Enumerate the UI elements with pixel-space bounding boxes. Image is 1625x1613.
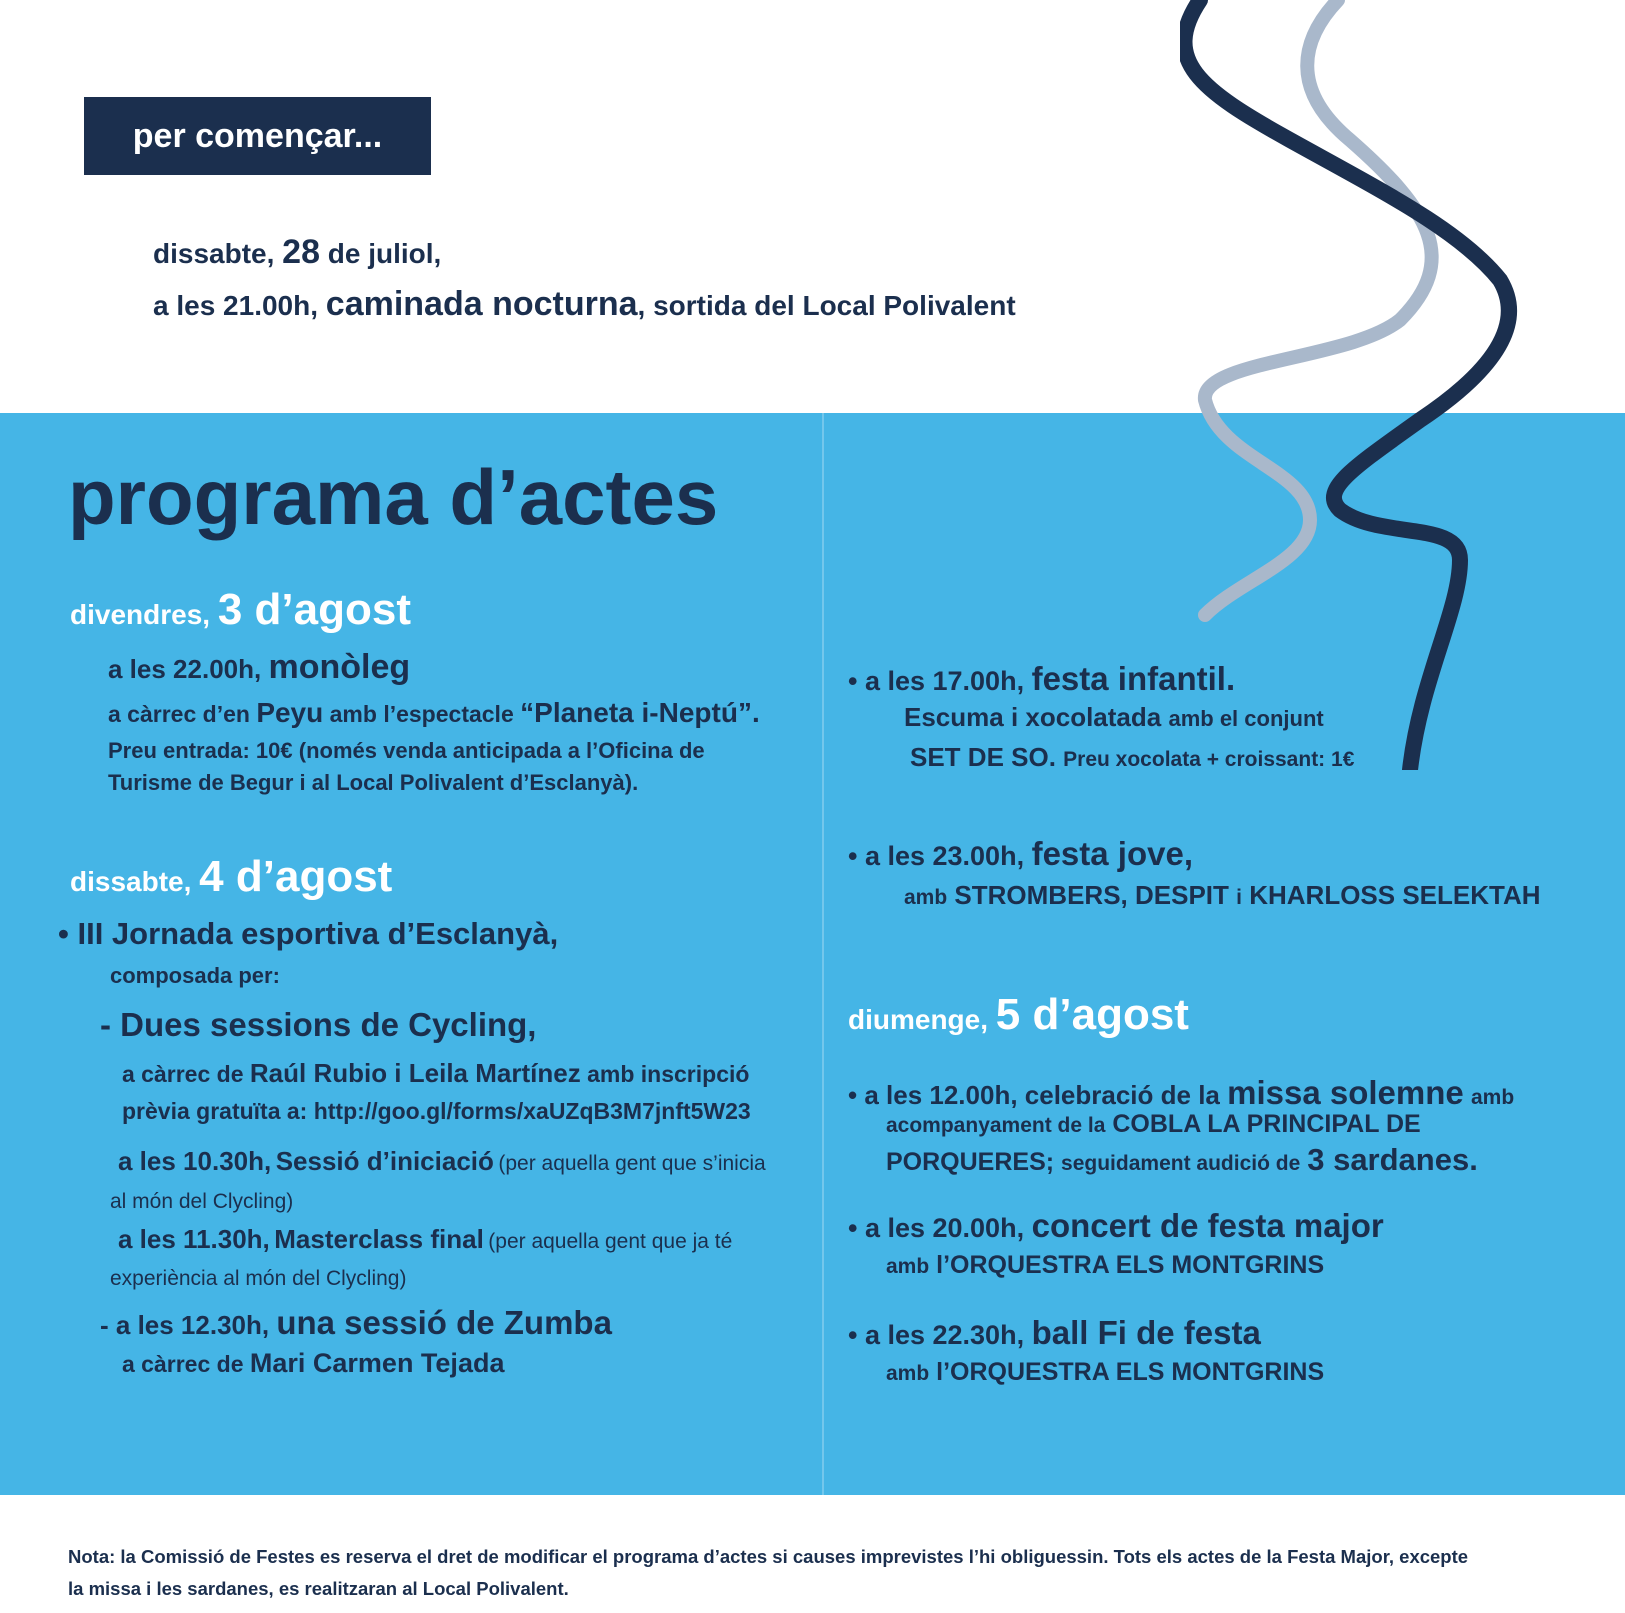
session2-event: Masterclass final [274,1224,484,1254]
zumba-line [100,1304,612,1342]
jornada-composed: composada per: [110,963,280,988]
session1-time: a les 10.30h, [118,1146,272,1176]
jove-time: • a les 23.00h, [848,841,1025,871]
friday-date: 3 d’agost [217,585,411,634]
missa-porqueres: PORQUERES; [886,1148,1055,1176]
cycling-title: - Dues sessions de Cycling, [100,1006,537,1043]
jornada-line [58,916,558,952]
jove-artists-1: STROMBERS, DESPIT [954,880,1229,910]
intro-day-num: 28 [282,233,320,271]
session1-note-2: al món del Clycling) [110,1190,294,1213]
ribbon-decoration [1180,0,1580,770]
ribbon-dark [1184,0,1508,770]
cycling-inscription: amb inscripció [587,1061,750,1087]
sunday-day: diumenge, [848,1004,989,1035]
intro-event: caminada nocturna [325,285,638,323]
session1-event: Sessió d’iniciació [275,1146,494,1176]
intro-location: , sortida del Local Polivalent [637,290,1016,321]
friday-artist: Peyu [256,697,324,728]
missa-line [848,1074,1514,1112]
infantil-band: SET DE SO. [910,742,1056,772]
infantil-detail-line [904,702,1324,733]
missa-event: missa solemne [1227,1074,1464,1111]
zumba-by: a càrrec de [122,1351,244,1377]
infantil-price: Preu xocolata + croissant: 1€ [1063,748,1355,771]
ball-event: ball Fi de festa [1031,1314,1261,1351]
friday-by: a càrrec d’en [108,701,250,727]
sunday-heading [848,990,1189,1040]
intro-date-line [153,233,441,272]
zumba-event: una sessió de Zumba [276,1304,612,1341]
jove-artists-2: KHARLOSS SELEKTAH [1249,880,1541,910]
program-title: programa d’actes [68,453,719,541]
section-tag: per començar... [84,97,431,175]
intro-time: a les 21.00h, [153,290,319,321]
cycling-by: a càrrec de [122,1061,244,1087]
infantil-detail-b: amb el conjunt [1168,706,1324,731]
jove-event: festa jove, [1031,835,1194,872]
intro-event-line [153,285,1016,324]
intro-month: de juliol, [327,238,442,269]
saturday-date: 4 d’agost [199,852,393,901]
session2-line [118,1224,732,1255]
sunday-date: 5 d’agost [995,990,1189,1039]
concert-line [848,1207,1384,1245]
ball-with: amb [886,1362,930,1385]
intro-day: dissabte, [153,238,275,269]
missa-sardanes-line [886,1142,1478,1178]
concert-time: • a les 20.00h, [848,1213,1025,1243]
missa-a: celebració de la [1024,1080,1220,1110]
friday-time: a les 22.00h, [108,654,262,684]
concert-detail-line [886,1251,1324,1280]
missa-audicio: seguidament audició de [1061,1152,1301,1175]
missa-detail-line [886,1110,1421,1139]
jornada-bullet: • [58,916,69,951]
footer-note-line-1: Nota: la Comissió de Festes es reserva el dret de modificar el programa d’actes si causes imprevistes l’hi obliguessin. Tots els actes de la Festa Major, excepte [68,1546,1469,1567]
session2-note: (per aquella gent que ja té [488,1230,733,1253]
friday-monolog-line [108,648,410,687]
infantil-time: • a les 17.00h, [848,666,1025,696]
infantil-event: festa infantil. [1031,660,1236,697]
friday-price-line-2: Turisme de Begur i al Local Polivalent d’Esclanyà). [108,770,639,795]
friday-with: amb l’espectacle [329,701,514,727]
friday-price-line: Preu entrada: 10€ (només venda anticipada a l’Oficina de [108,738,705,763]
friday-day: divendres, [70,599,211,630]
missa-accompaniment: acompanyament de la [886,1114,1106,1137]
session1-line [118,1146,766,1177]
zumba-time: - a les 12.30h, [100,1310,270,1340]
infantil-price-line [910,742,1354,773]
friday-heading [70,585,411,635]
saturday-day: dissabte, [70,866,192,897]
zumba-instructor: Mari Carmen Tejada [249,1348,505,1378]
ball-orchestra: l’ORQUESTRA ELS MONTGRINS [936,1358,1325,1386]
infantil-line [848,660,1235,698]
session2-note-2: experiència al món del Clycling) [110,1267,407,1290]
infantil-detail-a: Escuma i xocolatada [904,702,1162,732]
cycling-link: prèvia gratuïta a: http://goo.gl/forms/xaUZqB3M7jnft5W23 [122,1098,751,1124]
session1-note: (per aquella gent que s’inicia [498,1152,766,1175]
session2-time: a les 11.30h, [118,1224,270,1254]
cycling-by-line [122,1058,749,1089]
concert-with: amb [886,1255,930,1278]
jove-with: amb [904,886,948,909]
zumba-by-line [122,1348,504,1379]
missa-with: amb [1470,1086,1515,1109]
jove-and: i [1236,886,1242,909]
friday-detail-line [108,697,760,729]
footer-note-line-2: la missa i les sardanes, es realitzaran al Local Polivalent. [68,1578,569,1599]
missa-time: • a les 12.00h, [848,1080,1018,1110]
jornada-title: III Jornada esportiva d’Esclanyà, [77,916,559,951]
saturday-heading [70,852,392,902]
ball-detail-line [886,1358,1324,1387]
concert-orchestra: l’ORQUESTRA ELS MONTGRINS [936,1251,1325,1279]
missa-cobla: COBLA LA PRINCIPAL DE [1112,1110,1421,1138]
friday-event: monòleg [268,648,411,686]
jove-line [848,835,1193,873]
missa-sardanes: 3 sardanes. [1307,1142,1478,1177]
ball-time: • a les 22.30h, [848,1320,1025,1350]
concert-event: concert de festa major [1031,1207,1384,1244]
panel-fold-line [822,413,824,1495]
ball-line [848,1314,1261,1352]
friday-show: “Planeta i-Neptú”. [520,697,760,728]
jove-detail-line [904,880,1541,911]
cycling-instructors: Raúl Rubio i Leila Martínez [249,1058,581,1088]
